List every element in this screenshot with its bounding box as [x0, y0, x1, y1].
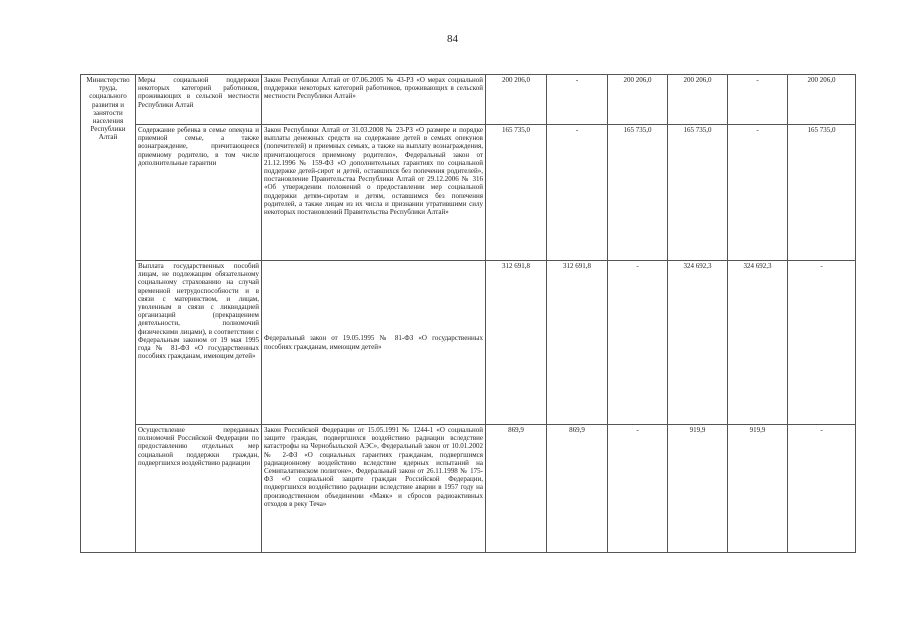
- law-cell: Федеральный закон от 19.05.1995 № 81-ФЗ «О государственных пособиях гражданам, имеющим детей»: [262, 261, 486, 425]
- value-cell: 324 692,3: [668, 261, 728, 425]
- value-cell: 200 206,0: [486, 75, 547, 125]
- ministry-cell: Министерство труда, социального развития и занятости населения Республики Алтай: [81, 75, 136, 553]
- table-row: [81, 75, 856, 125]
- value-cell: 165 735,0: [486, 125, 547, 261]
- value-cell: 165 735,0: [608, 125, 668, 261]
- value-cell: 919,9: [728, 425, 788, 553]
- law-cell: Закон Республики Алтай от 07.06.2005 № 43-РЗ «О мерах социальной поддержки некоторых категорий работников, проживающих в сельской местности Республики Алтай»: [262, 75, 486, 125]
- value-cell: 919,9: [668, 425, 728, 553]
- value-cell: -: [608, 261, 668, 425]
- value-cell: -: [788, 425, 856, 553]
- value-cell: 165 735,0: [788, 125, 856, 261]
- value-cell: 869,9: [547, 425, 608, 553]
- table-row: [81, 261, 856, 425]
- table-row: [81, 425, 856, 553]
- table-row: [81, 125, 856, 261]
- measure-cell: Меры социальной поддержки некоторых категорий работников, проживающих в сельской местности Республики Алтай: [136, 75, 262, 125]
- value-cell: -: [608, 425, 668, 553]
- value-cell: 200 206,0: [668, 75, 728, 125]
- value-cell: -: [728, 125, 788, 261]
- measure-cell: Выплата государственных пособий лицам, не подлежащим обязательному социальному страхованию на случай временной нетрудоспособности и в связи с материнством, и лицам, уволенным в связи с ликвидацией организаций (прекращением деятельности, полномочий физическими лицами), в соответствии с Федеральным законом от 19 мая 1995 года № 81-ФЗ «О государственных пособиях гражданам, имеющим детей»: [136, 261, 262, 425]
- measure-cell: Осуществление переданных полномочий Российской Федерации по предоставлению отдельных мер социальной поддержки граждан, подвергшихся воздействию радиации: [136, 425, 262, 553]
- value-cell: -: [547, 125, 608, 261]
- value-cell: -: [547, 75, 608, 125]
- value-cell: -: [788, 261, 856, 425]
- value-cell: 200 206,0: [608, 75, 668, 125]
- measure-cell: Содержание ребенка в семье опекуна и приемной семье, а также вознаграждение, причитающееся приемному родителю, в том числе дополнительные гарантии: [136, 125, 262, 261]
- value-cell: 165 735,0: [668, 125, 728, 261]
- law-cell: Закон Российской Федерации от 15.05.1991 № 1244-1 «О социальной защите граждан, подвергшихся воздействию радиации вследствие катастрофы на Чернобыльской АЭС», Федеральный закон от 10.01.2002 № 2-ФЗ «О социальных гарантиях гражданам, подвергшимся радиационному воздействию вследствие ядерных испытаний на Семипалатинском полигоне», Федеральный закон от 26.11.1998 № 175-ФЗ «О социальной защите граждан Российской Федерации, подвергшихся воздействию радиации вследствие аварии в 1957 году на производственном объединении «Маяк» и сбросов радиоактивных отходов в реку Теча»: [262, 425, 486, 553]
- budget-table: [80, 74, 856, 553]
- value-cell: 324 692,3: [728, 261, 788, 425]
- value-cell: 869,9: [486, 425, 547, 553]
- value-cell: -: [728, 75, 788, 125]
- page-number: 84: [447, 33, 458, 45]
- value-cell: 200 206,0: [788, 75, 856, 125]
- law-cell: Закон Республики Алтай от 31.03.2008 № 23-РЗ «О размере и порядке выплаты денежных средств на содержание детей в семьях опекунов (попечителей) и приемных семьях, а также на выплату вознаграждения, причитающегося приемному родителю», Федеральный закон от 21.12.1996 № 159-ФЗ «О дополнительных гарантиях по социальной поддержке детей-сирот и детей, оставшихся без попечения родителей», постановление Правительства Республики Алтай от 29.12.2006 № 316 «Об утверждении положений о предоставлении мер социальной поддержки детям-сиротам и детям, оставшимся без попечения родителей, а также лицам из их числа и признании утратившими силу некоторых постановлений Правительства Республики Алтай»: [262, 125, 486, 261]
- value-cell: 312 691,8: [486, 261, 547, 425]
- value-cell: 312 691,8: [547, 261, 608, 425]
